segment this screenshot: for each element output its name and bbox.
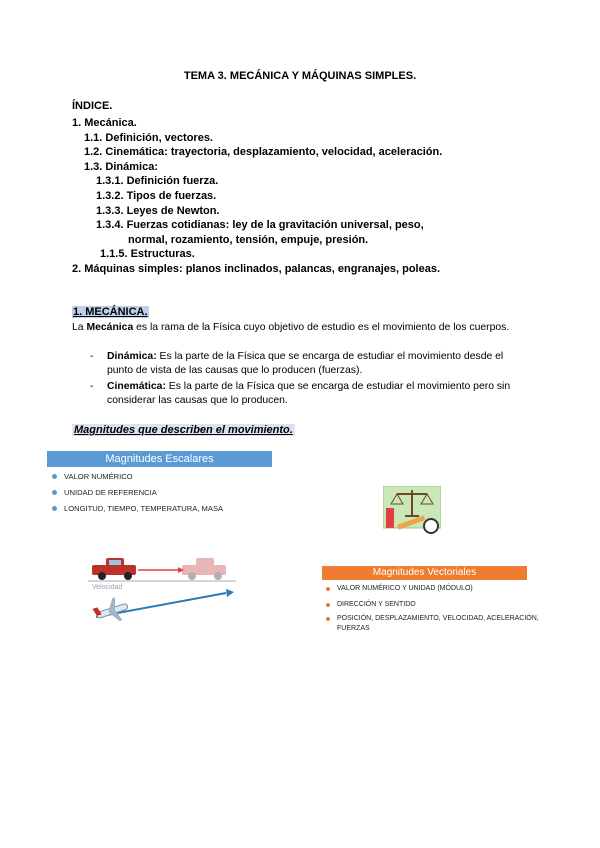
dash-bullet: - bbox=[90, 351, 94, 362]
scalars-item: LONGITUD, TIEMPO, TEMPERATURA, MASA bbox=[64, 504, 224, 513]
intro-term: Mecánica bbox=[86, 322, 134, 333]
subheading: Magnitudes que describen el movimiento. bbox=[74, 424, 293, 436]
vectors-header: Magnitudes Vectoriales bbox=[322, 566, 527, 580]
scalars-item: VALOR NUMÉRICO bbox=[64, 472, 133, 481]
vectors-item: POSICIÓN, DESPLAZAMIENTO, VELOCIDAD, ACELERACIÓN, bbox=[337, 615, 539, 622]
measurement-tools-image bbox=[383, 486, 441, 534]
bullet-dot bbox=[326, 587, 330, 591]
page-title: TEMA 3. MECÁNICA Y MÁQUINAS SIMPLES. bbox=[183, 70, 417, 82]
index-item: 2. Máquinas simples: planos inclinados, palancas, engranajes, poleas. bbox=[72, 263, 441, 275]
bullet-dot bbox=[52, 474, 57, 479]
bullet-text: Es la parte de la Física que se encarga de estudiar el movimiento desde el punto de vista de las causas que lo producen (fuerzas). bbox=[107, 351, 504, 376]
bullet-term: Cinemática: bbox=[107, 381, 166, 392]
bullet-item bbox=[90, 350, 530, 378]
index-item: 1.3.3. Leyes de Newton. bbox=[96, 205, 220, 217]
bullet-term: Dinámica: bbox=[107, 351, 157, 362]
index-item: 1. Mecánica. bbox=[72, 117, 137, 129]
speed-label: Velocidad bbox=[92, 584, 123, 591]
index-item: 1.1. Definición, vectores. bbox=[84, 132, 213, 144]
vectors-item: FUERZAS bbox=[337, 625, 370, 632]
scalars-item: UNIDAD DE REFERENCIA bbox=[64, 488, 157, 497]
dash-bullet: - bbox=[90, 381, 94, 392]
intro-paragraph bbox=[72, 321, 530, 335]
section-heading: 1. MECÁNICA. bbox=[73, 306, 148, 318]
intro-pre: La bbox=[72, 322, 87, 333]
bullet-text: Es la parte de la Física que se encarga de estudiar el movimiento pero sin considerar las causas que lo producen. bbox=[107, 381, 511, 406]
bullet-dot bbox=[52, 506, 57, 511]
index-item: 1.3.1. Definición fuerza. bbox=[96, 175, 219, 187]
index-item: 1.3.2. Tipos de fuerzas. bbox=[96, 190, 217, 202]
scalars-header: Magnitudes Escalares bbox=[47, 451, 272, 467]
bullet-dot bbox=[326, 603, 330, 607]
vectors-item: DIRECCIÓN Y SENTIDO bbox=[337, 601, 416, 608]
index-item: 1.1.5. Estructuras. bbox=[100, 248, 195, 260]
index-item: 1.3.4. Fuerzas cotidianas: ley de la gravitación universal, peso, bbox=[96, 219, 424, 231]
vectors-item: VALOR NUMÉRICO Y UNIDAD (MÓDULO) bbox=[337, 585, 473, 592]
index-item: 1.3. Dinámica: bbox=[84, 161, 158, 173]
motion-illustration bbox=[88, 555, 238, 630]
bullet-dot bbox=[52, 490, 57, 495]
index-heading: ÍNDICE. bbox=[72, 100, 113, 112]
intro-post: es la rama de la Física cuyo objetivo de estudio es el movimiento de los cuerpos. bbox=[133, 322, 510, 333]
bullet-item bbox=[90, 380, 530, 408]
index-item: 1.2. Cinemática: trayectoria, desplazamiento, velocidad, aceleración. bbox=[84, 146, 443, 158]
bullet-dot bbox=[326, 617, 330, 621]
index-item: normal, rozamiento, tensión, empuje, presión. bbox=[128, 234, 369, 246]
